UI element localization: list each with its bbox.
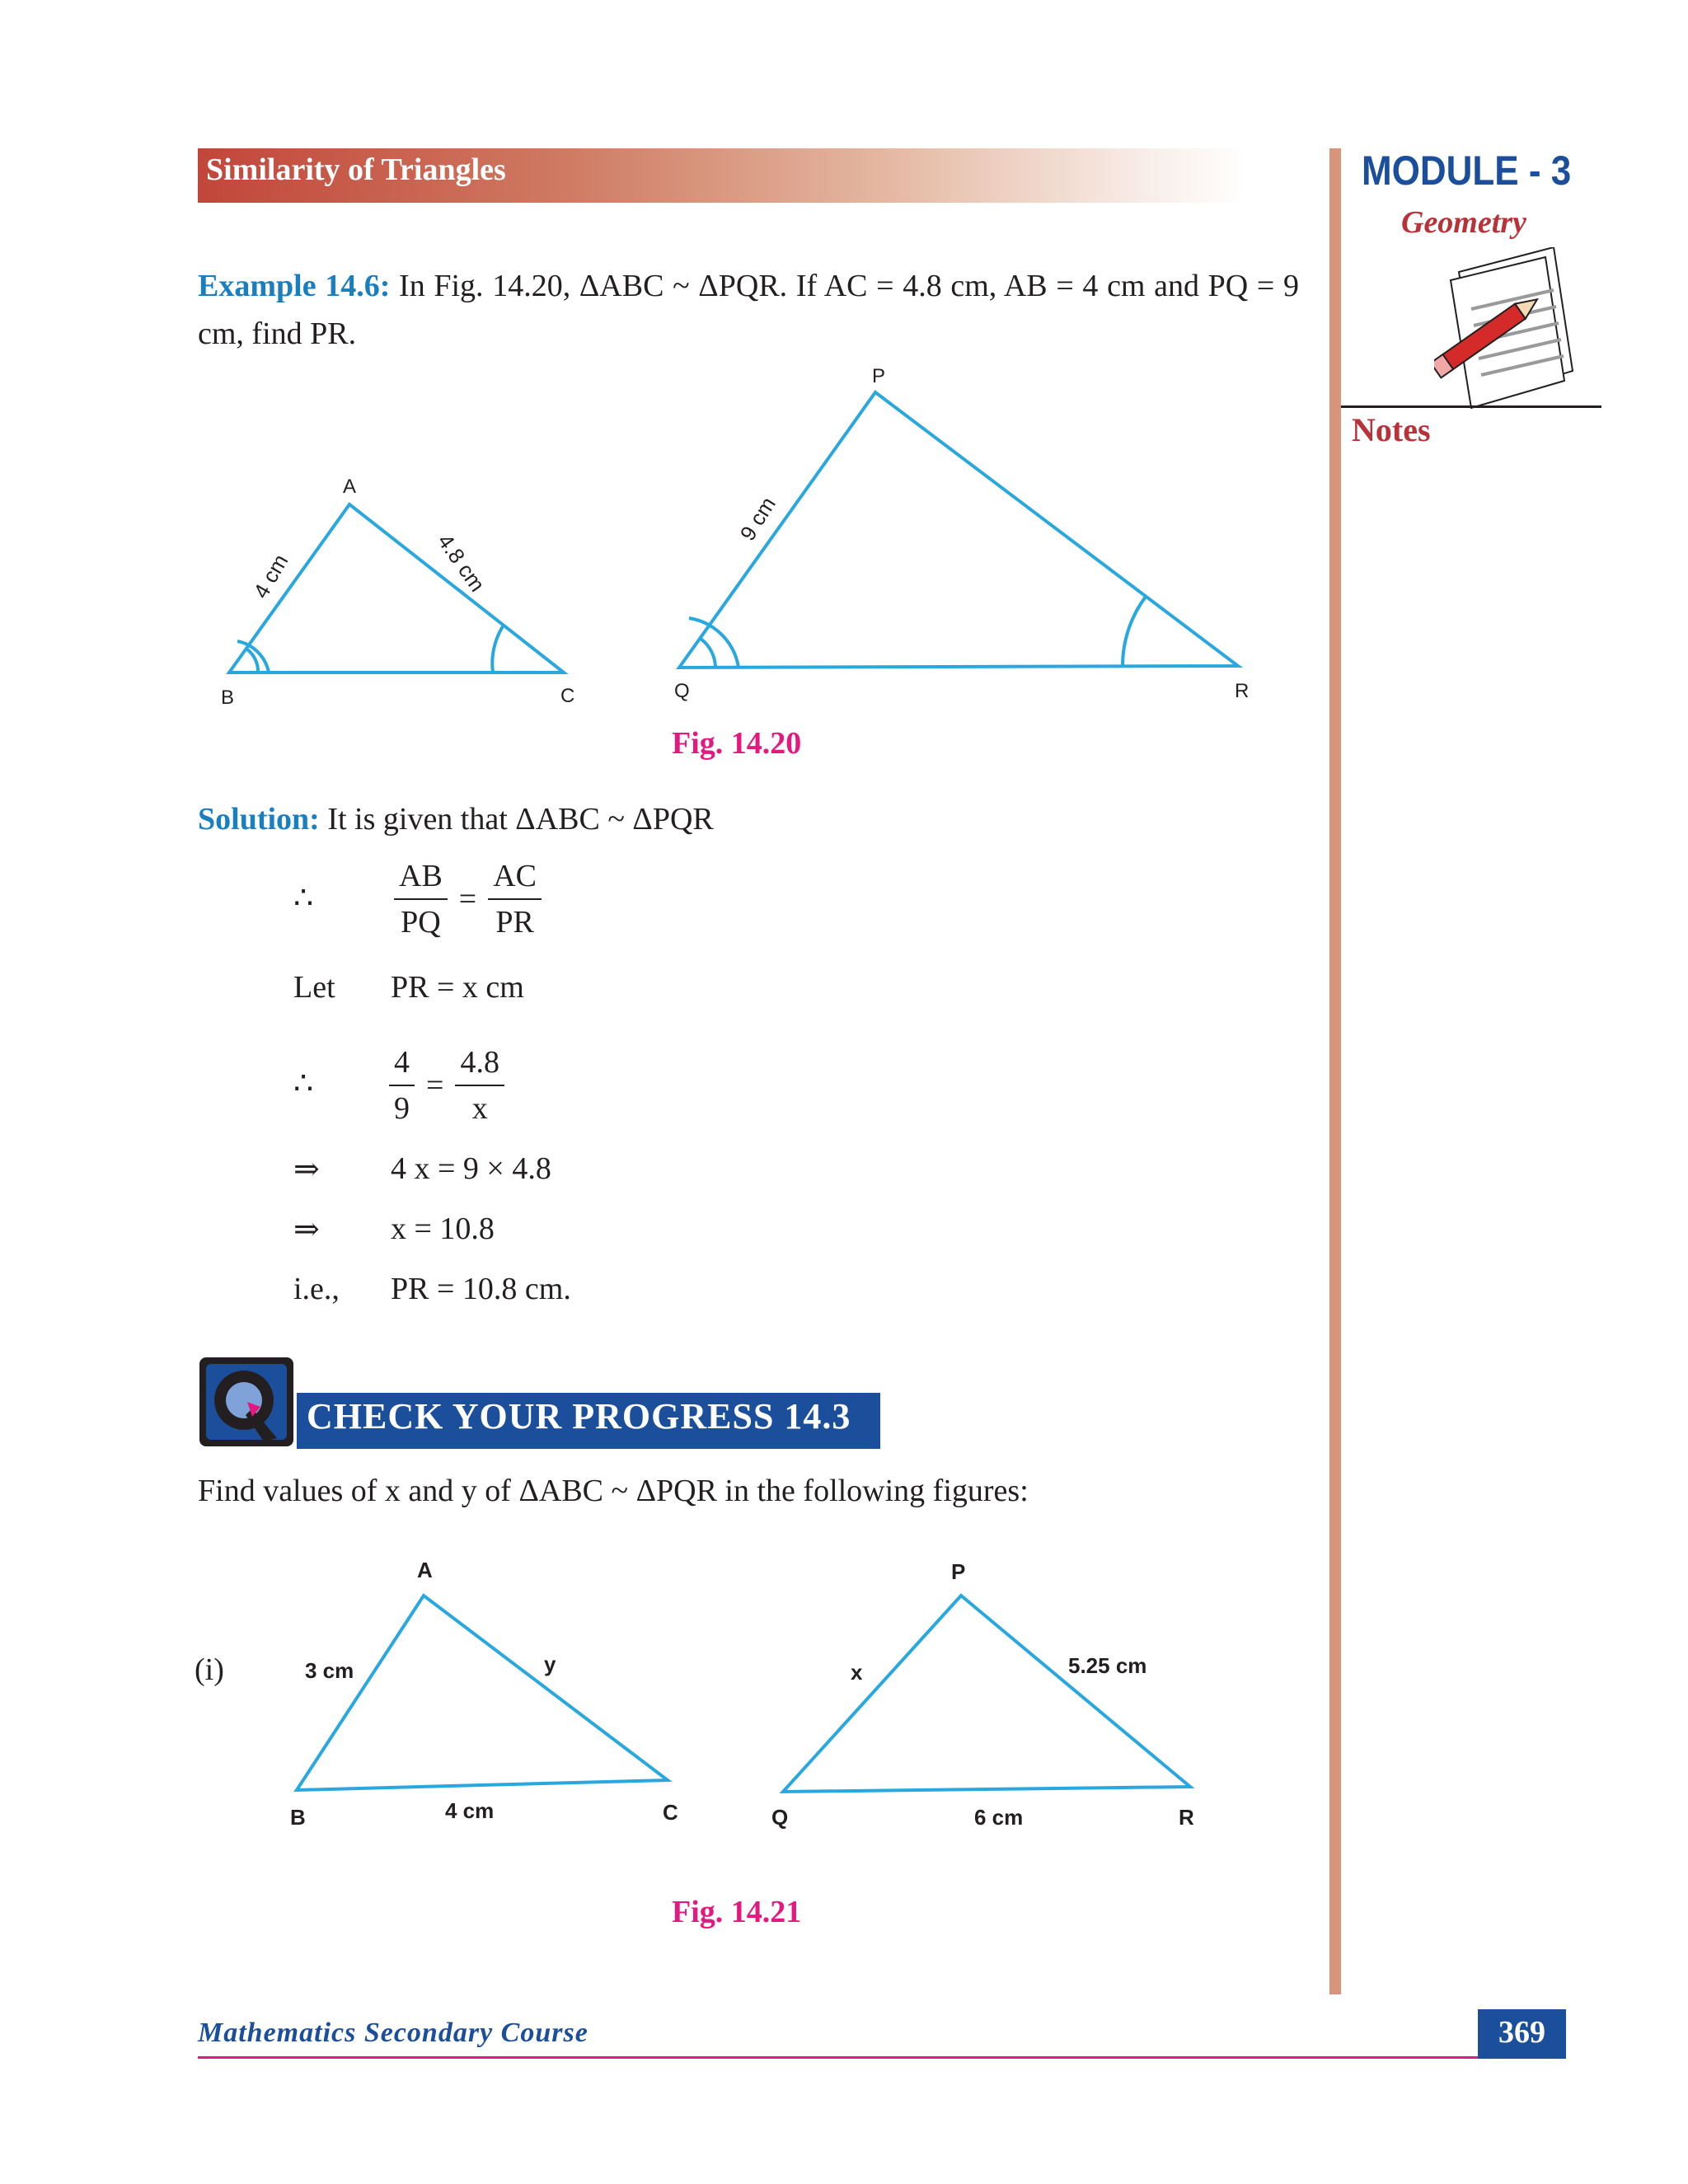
figure-14-20 — [198, 354, 1302, 717]
angle-mark-q-inner — [701, 639, 715, 668]
side-pr-label-2: 5.25 cm — [1068, 1653, 1147, 1678]
page-number: 369 — [1498, 2015, 1545, 2050]
side-qr-label-2: 6 cm — [974, 1805, 1024, 1830]
vertex-b-label: B — [221, 687, 235, 709]
triangle-abc — [229, 504, 564, 673]
side-ac-label-2: y — [544, 1652, 556, 1676]
fraction-ab-pq: $\frac{AB}{PQ}$ — [394, 857, 448, 941]
vertex-p-label: P — [872, 365, 886, 387]
vertex-r-label-2: R — [1179, 1805, 1194, 1830]
figure-14-21 — [280, 1549, 1236, 1846]
example-paragraph — [198, 262, 1299, 358]
angle-mark-r — [1123, 597, 1146, 666]
step-x-value: x = 10.8 — [391, 1212, 495, 1246]
step-final: PR = 10.8 cm. — [391, 1272, 571, 1306]
notepad-pencil-icon — [1434, 247, 1574, 412]
side-ac-label: 4.8 cm — [433, 529, 490, 597]
side-bc-label-2: 4 cm — [445, 1798, 495, 1823]
let-expression: PR = x cm — [391, 970, 524, 1005]
module-subject: Geometry — [1401, 205, 1526, 240]
notes-rule — [1341, 405, 1601, 408]
example-text: In Fig. 14.20, ΔABC ~ ΔPQR. If AC = 4.8 cm, AB = 4 cm and PQ = 9 cm, find PR. — [198, 269, 1299, 351]
vertex-r-label: R — [1235, 680, 1250, 702]
implies-symbol: ⇒ — [293, 1152, 320, 1187]
value-equation — [389, 1043, 504, 1127]
module-title: MODULE - 3 — [1362, 148, 1572, 194]
vertex-a-label: A — [343, 476, 357, 498]
step-multiply: 4 x = 9 × 4.8 — [391, 1151, 551, 1186]
vertex-q-label-2: Q — [771, 1805, 789, 1830]
example-label: Example 14.6: — [198, 269, 391, 303]
progress-title: CHECK YOUR PROGRESS 14.3 — [307, 1396, 851, 1436]
header-title: Similarity of Triangles — [206, 152, 506, 187]
footer-course: Mathematics Secondary Course — [198, 2018, 588, 2048]
equals-sign: = — [458, 882, 477, 916]
vertex-b-label-2: B — [290, 1805, 306, 1830]
margin-bar — [1329, 148, 1341, 1994]
side-pq-label-2: x — [851, 1660, 863, 1685]
solution-label: Solution: — [198, 802, 320, 837]
figure-caption-2: Fig. 14.21 — [672, 1895, 802, 1929]
ratio-equation — [394, 857, 542, 941]
fraction-4.8-x: $\frac{4.8}{x}$ — [455, 1043, 504, 1127]
triangle-abc-2 — [297, 1596, 668, 1790]
side-ab-label: 4 cm — [248, 550, 293, 602]
therefore-symbol-2: ∴ — [293, 1066, 314, 1101]
triangle-pqr-2 — [783, 1596, 1190, 1792]
item-number: (i) — [195, 1652, 224, 1687]
therefore-symbol: ∴ — [293, 881, 314, 916]
vertex-q-label: Q — [674, 680, 690, 702]
vertex-a-label-2: A — [417, 1558, 433, 1582]
vertex-p-label-2: P — [951, 1559, 966, 1584]
notes-label: Notes — [1352, 411, 1431, 448]
progress-q-icon — [198, 1356, 295, 1448]
angle-mark-c — [492, 626, 503, 673]
vertex-c-label: C — [560, 685, 575, 707]
progress-instruction: Find values of x and y of ΔABC ~ ΔPQR in the following figures: — [198, 1474, 1029, 1508]
side-pq-label: 9 cm — [734, 492, 781, 546]
implies-symbol-2: ⇒ — [293, 1212, 320, 1247]
vertex-c-label-2: C — [663, 1800, 678, 1825]
equals-sign-2: = — [426, 1068, 444, 1103]
fraction-ac-pr: $\frac{AC}{PR}$ — [488, 857, 542, 941]
figure-caption: Fig. 14.20 — [672, 726, 802, 761]
side-ab-label-2: 3 cm — [305, 1658, 354, 1683]
ie-word: i.e., — [293, 1272, 340, 1306]
footer-rule — [198, 2056, 1566, 2059]
let-word: Let — [293, 970, 335, 1005]
solution-text: It is given that ΔABC ~ ΔPQR — [319, 802, 714, 837]
fraction-4-9: $\frac{4}{9}$ — [389, 1043, 415, 1127]
solution-line — [198, 795, 714, 843]
